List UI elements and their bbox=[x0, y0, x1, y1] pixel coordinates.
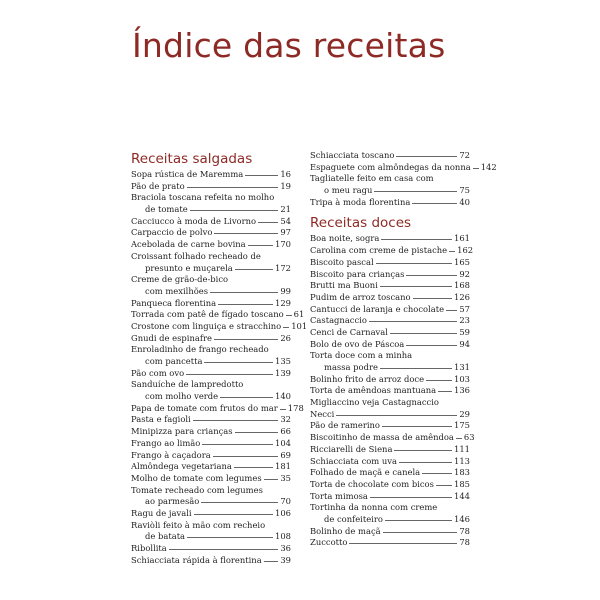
page-number: 54 bbox=[280, 215, 291, 226]
leader-line bbox=[220, 397, 273, 398]
recipe-title: presunto e muçarela bbox=[145, 262, 233, 273]
page-number: 103 bbox=[454, 373, 470, 384]
index-entry bbox=[310, 245, 474, 257]
index-entry bbox=[310, 304, 470, 316]
index-entry bbox=[131, 216, 291, 228]
recipe-title: de batata bbox=[145, 531, 186, 542]
page-number: 126 bbox=[454, 291, 470, 302]
leader-line bbox=[399, 462, 452, 463]
recipe-title: Cantucci de laranja e chocolate bbox=[310, 303, 445, 314]
index-entry bbox=[131, 438, 291, 450]
leader-line bbox=[394, 450, 452, 451]
page-number: 165 bbox=[454, 256, 470, 267]
leader-line bbox=[426, 380, 452, 381]
page-number: 29 bbox=[459, 408, 470, 419]
recipe-title: Biscoitinho de massa de amêndoa bbox=[310, 432, 454, 443]
recipe-title: Bolinho de maçã bbox=[310, 525, 381, 536]
recipe-title: Gnudi de espinafre bbox=[131, 332, 212, 343]
recipe-title: Croissant folhado recheado de bbox=[131, 250, 261, 261]
page-number: 78 bbox=[459, 525, 470, 536]
page-number: 69 bbox=[280, 449, 291, 460]
leader-line bbox=[382, 426, 452, 427]
leader-line bbox=[336, 415, 457, 416]
leader-line bbox=[187, 537, 273, 538]
leader-line bbox=[422, 473, 452, 474]
recipe-title: Schiacciata toscano bbox=[310, 150, 395, 160]
index-entry bbox=[131, 192, 291, 204]
recipe-title: Crostone com linguiça e stracchino bbox=[131, 320, 282, 331]
leader-line bbox=[245, 175, 278, 176]
recipe-title: Creme de grão-de-bico bbox=[131, 274, 229, 285]
index-entry bbox=[131, 344, 291, 356]
page-number: 175 bbox=[454, 420, 470, 431]
page-number: 40 bbox=[459, 196, 470, 207]
index-entry bbox=[310, 150, 470, 162]
recipe-title: Torrada com patê de fígado toscano bbox=[131, 309, 284, 320]
leader-line bbox=[374, 191, 457, 192]
recipe-title: Panqueca florentina bbox=[131, 297, 217, 308]
index-entry bbox=[131, 181, 291, 193]
recipe-title: Biscoito pascal bbox=[310, 256, 374, 267]
page-number: 146 bbox=[454, 513, 470, 524]
index-entry bbox=[310, 292, 470, 304]
index-entry bbox=[310, 185, 470, 197]
recipe-title: Raviòli feito à mão com recheio bbox=[131, 519, 266, 530]
index-entry bbox=[131, 496, 291, 508]
recipe-title: Torta mimosa bbox=[310, 490, 368, 501]
page-number: 63 bbox=[463, 432, 475, 443]
page-number: 23 bbox=[459, 315, 470, 326]
index-entry bbox=[131, 391, 291, 403]
sweet-recipe-list bbox=[310, 233, 475, 549]
page-number: 104 bbox=[275, 437, 291, 448]
recipe-title: Frango à caçadora bbox=[131, 449, 211, 460]
page-number: 168 bbox=[454, 280, 470, 291]
leader-line bbox=[202, 444, 273, 445]
page-number: 39 bbox=[280, 554, 291, 565]
leader-line bbox=[248, 245, 273, 246]
page-number: 75 bbox=[459, 185, 470, 196]
recipe-title: Folhado de maçã e canela bbox=[310, 467, 421, 478]
recipe-title: Torta de chocolate com bicos bbox=[310, 478, 434, 489]
page-number: 183 bbox=[454, 467, 470, 478]
page-number: 178 bbox=[287, 402, 304, 413]
page-number: 19 bbox=[280, 180, 291, 191]
index-entry bbox=[131, 402, 304, 415]
index-entry bbox=[131, 543, 291, 555]
recipe-title: Pão com ovo bbox=[131, 367, 185, 378]
leader-line bbox=[383, 532, 458, 533]
index-entry bbox=[131, 251, 291, 263]
leader-line bbox=[283, 327, 289, 328]
recipe-title: de confeiteiro bbox=[324, 513, 383, 524]
recipe-title: Papa de tomate com frutos do mar bbox=[131, 402, 278, 413]
leader-line bbox=[235, 269, 273, 270]
index-entry bbox=[131, 356, 291, 368]
leader-line bbox=[370, 497, 452, 498]
recipe-title: Pão de ramerino bbox=[310, 420, 380, 431]
index-entry bbox=[310, 350, 470, 362]
index-entry bbox=[310, 173, 470, 185]
index-entry bbox=[310, 197, 470, 209]
page-number: 162 bbox=[457, 245, 474, 256]
index-entry bbox=[310, 526, 470, 538]
leader-line bbox=[169, 549, 279, 550]
page-number: 72 bbox=[459, 150, 470, 160]
leader-line bbox=[381, 239, 452, 240]
leader-line bbox=[349, 543, 457, 544]
recipe-title: Tomate recheado com legumes bbox=[131, 484, 263, 495]
recipe-title: Carolina com creme de pistache bbox=[310, 245, 448, 256]
recipe-title: Tripa à moda florentina bbox=[310, 196, 411, 207]
page-number: 135 bbox=[275, 356, 291, 366]
recipe-title: Bolo de ovo de Páscoa bbox=[310, 338, 405, 349]
leader-line bbox=[406, 345, 457, 346]
index-entry bbox=[131, 204, 291, 216]
savory-recipes-column bbox=[131, 150, 308, 566]
recipe-title: massa podre bbox=[324, 362, 378, 372]
leader-line bbox=[473, 168, 479, 169]
leader-line bbox=[369, 321, 457, 322]
leader-line bbox=[210, 292, 278, 293]
leader-line bbox=[286, 315, 292, 316]
recipe-title: de tomate bbox=[145, 204, 188, 215]
leader-line bbox=[258, 222, 278, 223]
recipe-title: Pão de prato bbox=[131, 180, 185, 191]
page-number: 136 bbox=[454, 385, 470, 396]
recipe-title: Pasta e fagioli bbox=[131, 414, 191, 425]
leader-line bbox=[193, 420, 279, 421]
leader-line bbox=[194, 514, 273, 515]
leader-line bbox=[201, 502, 278, 503]
index-entry bbox=[131, 169, 291, 181]
recipe-title: Torta doce com a minha bbox=[310, 350, 413, 361]
index-entry bbox=[310, 385, 470, 397]
index-entry bbox=[131, 450, 291, 462]
leader-line bbox=[406, 275, 457, 276]
index-entry bbox=[131, 320, 308, 333]
recipe-title: Tortinha da nonna com creme bbox=[310, 502, 438, 513]
index-entry bbox=[310, 280, 470, 292]
leader-line bbox=[264, 561, 279, 562]
page-number: 108 bbox=[275, 531, 291, 542]
page-number: 113 bbox=[454, 455, 470, 466]
recipe-title: ao parmesão bbox=[145, 496, 200, 507]
recipe-title: Ribollita bbox=[131, 543, 167, 553]
recipe-title: Sanduíche de lampredotto bbox=[131, 379, 244, 390]
recipe-title: Braciola toscana refeita no molho bbox=[131, 192, 275, 203]
page-number: 181 bbox=[275, 461, 291, 472]
index-entry bbox=[131, 309, 305, 321]
index-entry bbox=[310, 444, 470, 456]
page-number: 140 bbox=[275, 391, 291, 402]
index-entry bbox=[131, 227, 291, 239]
index-entry bbox=[310, 362, 470, 374]
recipe-title: Zuccotto bbox=[310, 537, 348, 548]
leader-line bbox=[456, 438, 462, 439]
leader-line bbox=[385, 520, 452, 521]
index-entry bbox=[310, 502, 470, 514]
leader-line bbox=[436, 485, 452, 486]
page-number: 139 bbox=[275, 367, 291, 378]
recipe-title: Schiacciata rápida à florentina bbox=[131, 554, 262, 565]
index-entry bbox=[310, 491, 470, 503]
leader-line bbox=[376, 263, 452, 264]
recipe-title: Almôndega vegetariana bbox=[131, 461, 232, 472]
index-entry bbox=[310, 161, 497, 174]
leader-line bbox=[235, 432, 279, 433]
index-entry bbox=[310, 339, 470, 351]
index-entry bbox=[310, 233, 470, 245]
savory-recipe-list bbox=[131, 169, 308, 566]
index-entry bbox=[131, 520, 291, 532]
recipe-title: Torta de amêndoas mantuana bbox=[310, 385, 437, 396]
leader-line bbox=[213, 456, 279, 457]
recipe-title: com molho verde bbox=[145, 391, 219, 402]
recipe-title: Tagliatelle feito em casa com bbox=[310, 173, 434, 184]
recipe-title: Carpaccio de polvo bbox=[131, 227, 213, 238]
index-entry bbox=[310, 420, 470, 432]
page-number: 92 bbox=[459, 268, 470, 279]
page-number: 35 bbox=[280, 472, 291, 483]
page-number: 70 bbox=[280, 496, 291, 507]
recipe-title: com mexilhões bbox=[145, 285, 209, 296]
index-entry bbox=[310, 269, 470, 281]
recipe-title: Castagnaccio bbox=[310, 315, 367, 326]
index-entry bbox=[310, 374, 470, 386]
recipe-title: Bolinho frito de arroz doce bbox=[310, 373, 425, 384]
page-number: 170 bbox=[275, 239, 291, 250]
page-number: 172 bbox=[275, 262, 291, 273]
recipe-title: Brutti ma Buoni bbox=[310, 280, 378, 291]
leader-line bbox=[190, 210, 279, 211]
index-entry bbox=[131, 298, 291, 310]
section-heading-savory: Receitas salgadas bbox=[131, 151, 253, 167]
page-number: 106 bbox=[275, 507, 291, 518]
index-entry bbox=[131, 508, 291, 520]
index-entry bbox=[310, 514, 470, 526]
index-entry bbox=[131, 239, 291, 251]
leader-line bbox=[214, 339, 278, 340]
sweet-recipes-column bbox=[310, 150, 497, 549]
page-number: 94 bbox=[459, 338, 470, 349]
index-entry bbox=[310, 456, 470, 468]
page-number: 16 bbox=[280, 169, 291, 179]
recipe-title: Sopa rústica de Maremma bbox=[131, 169, 244, 179]
page-number: 36 bbox=[280, 543, 291, 553]
recipe-title: Migliaccino veja Castagnaccio bbox=[310, 397, 439, 408]
recipe-title: Minipizza para crianças bbox=[131, 426, 233, 437]
index-entry bbox=[310, 467, 470, 479]
page-title: Índice das receitas bbox=[132, 26, 446, 65]
recipe-title: Espaguete com almôndegas da nonna bbox=[310, 161, 471, 172]
savory-recipe-list-continued bbox=[310, 150, 497, 208]
index-entry bbox=[131, 414, 291, 426]
leader-line bbox=[412, 203, 457, 204]
leader-line bbox=[234, 467, 273, 468]
leader-line bbox=[380, 368, 452, 369]
page-number: 161 bbox=[454, 233, 470, 244]
leader-line bbox=[396, 156, 457, 157]
recipe-title: Frango ao limão bbox=[131, 437, 201, 448]
leader-line bbox=[280, 409, 286, 410]
recipe-title: Molho de tomate com legumes bbox=[131, 472, 262, 483]
index-entry bbox=[131, 379, 291, 391]
recipe-title: Schiacciata com uva bbox=[310, 455, 398, 466]
page-number: 61 bbox=[293, 309, 305, 320]
page-number: 101 bbox=[291, 320, 308, 331]
page-number: 21 bbox=[280, 204, 291, 215]
leader-line bbox=[204, 362, 273, 363]
index-entry bbox=[310, 327, 470, 339]
page-number: 66 bbox=[280, 426, 291, 437]
recipe-title: Cacciucco à moda de Livorno bbox=[131, 215, 257, 226]
leader-line bbox=[413, 298, 452, 299]
page-number: 129 bbox=[275, 297, 291, 308]
recipe-title: Necci bbox=[310, 408, 335, 419]
recipe-title: Ricciarelli de Siena bbox=[310, 443, 393, 454]
page-number: 142 bbox=[480, 161, 497, 172]
index-entry bbox=[310, 537, 470, 549]
leader-line bbox=[446, 310, 457, 311]
page-number: 78 bbox=[459, 537, 470, 548]
index-entry bbox=[131, 333, 291, 345]
index-entry bbox=[131, 555, 291, 567]
index-entry bbox=[131, 531, 291, 543]
leader-line bbox=[187, 187, 279, 188]
page-number: 26 bbox=[280, 332, 291, 343]
index-entry bbox=[310, 257, 470, 269]
leader-line bbox=[186, 374, 273, 375]
recipe-title: com pancetta bbox=[145, 356, 203, 366]
leader-line bbox=[380, 286, 452, 287]
index-entry bbox=[310, 479, 470, 491]
leader-line bbox=[438, 391, 452, 392]
leader-line bbox=[390, 333, 457, 334]
index-entry bbox=[310, 432, 475, 444]
index-entry bbox=[131, 274, 291, 286]
page-number: 32 bbox=[280, 414, 291, 425]
index-entry bbox=[131, 461, 291, 473]
index-entry bbox=[310, 315, 470, 327]
recipe-title: Pudim de arroz toscano bbox=[310, 291, 411, 302]
section-heading-sweet: Receitas doces bbox=[310, 215, 412, 232]
index-entry bbox=[310, 397, 470, 409]
leader-line bbox=[218, 304, 273, 305]
index-entry bbox=[131, 426, 291, 438]
page-number: 131 bbox=[454, 362, 470, 372]
page-number: 144 bbox=[454, 490, 470, 501]
recipe-title: Biscoito para crianças bbox=[310, 268, 405, 279]
index-entry bbox=[131, 368, 291, 380]
recipe-title: Enroladinho de frango recheado bbox=[131, 344, 269, 355]
recipe-title: Cenci de Carnaval bbox=[310, 326, 388, 337]
leader-line bbox=[264, 479, 279, 480]
index-entry bbox=[131, 485, 291, 497]
page-number: 111 bbox=[454, 443, 470, 454]
page-number: 99 bbox=[280, 285, 291, 296]
index-entry bbox=[310, 409, 470, 421]
recipe-title: o meu ragu bbox=[324, 185, 373, 196]
recipe-title: Acebolada de carne bovina bbox=[131, 239, 246, 250]
recipe-title: Ragu de javali bbox=[131, 507, 192, 518]
page-number: 59 bbox=[459, 326, 470, 337]
page-number: 57 bbox=[459, 303, 470, 314]
index-entry bbox=[131, 286, 291, 298]
index-entry bbox=[131, 473, 291, 485]
page-number: 185 bbox=[454, 478, 470, 489]
page-number: 97 bbox=[280, 227, 291, 238]
recipe-title: Boa noite, sogra bbox=[310, 233, 380, 244]
index-entry bbox=[131, 263, 291, 275]
leader-line bbox=[449, 251, 455, 252]
leader-line bbox=[214, 233, 278, 234]
